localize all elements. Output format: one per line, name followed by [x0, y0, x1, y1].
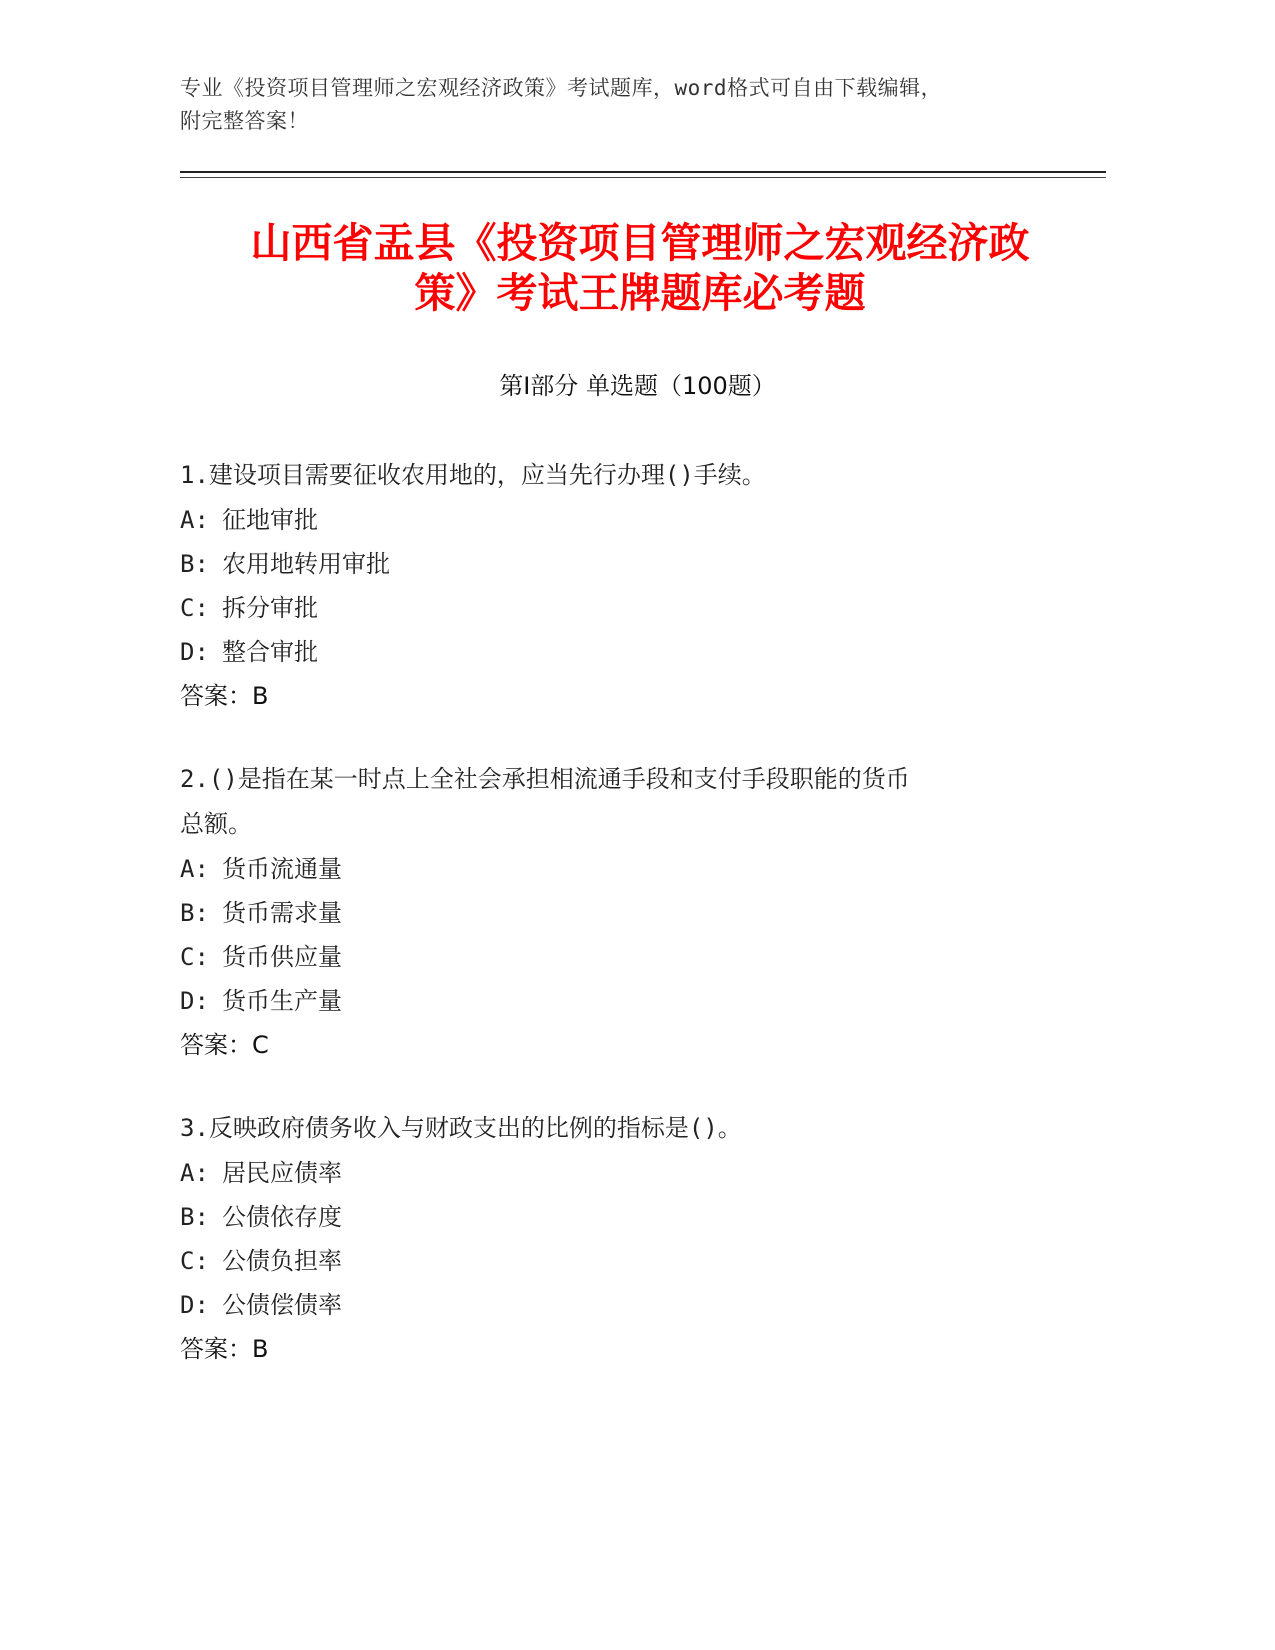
option-text: 货币需求量 — [222, 899, 342, 927]
question-text — [180, 1106, 1080, 1151]
header-note — [180, 72, 1080, 138]
option-letter: A: — [180, 506, 209, 534]
option-a — [180, 1151, 1080, 1195]
question-3 — [180, 1106, 1080, 1371]
option-letter: D: — [180, 1291, 209, 1319]
option-text: 货币流通量 — [222, 855, 342, 883]
option-b — [180, 1195, 1080, 1239]
option-letter: B: — [180, 899, 209, 927]
option-text: 居民应债率 — [222, 1159, 342, 1187]
option-letter: D: — [180, 638, 209, 666]
option-text: 征地审批 — [222, 506, 318, 534]
option-letter: B: — [180, 1203, 209, 1231]
option-c — [180, 1239, 1080, 1283]
option-text: 货币生产量 — [222, 987, 342, 1015]
title-line: 策》考试王牌题库必考题 — [414, 269, 866, 317]
question-text-line: 2.()是指在某一时点上全社会承担相流通手段和支付手段职能的货币 — [180, 765, 910, 793]
title-line: 山西省盂县《投资项目管理师之宏观经济政 — [250, 219, 1030, 267]
option-letter: D: — [180, 987, 209, 1015]
option-letter: B: — [180, 550, 209, 578]
answer: 答案：C — [180, 1031, 269, 1059]
option-text: 公债偿债率 — [222, 1291, 342, 1319]
question-1 — [180, 453, 1080, 718]
option-letter: A: — [180, 855, 209, 883]
option-letter: C: — [180, 594, 209, 622]
question-2 — [180, 757, 1080, 1067]
option-text: 货币供应量 — [222, 943, 342, 971]
question-text-line: 总额。 — [180, 810, 252, 838]
option-c — [180, 935, 1080, 979]
question-text-line: 1.建设项目需要征收农用地的，应当先行办理()手续。 — [180, 461, 766, 489]
option-d — [180, 979, 1080, 1023]
option-text: 农用地转用审批 — [222, 550, 390, 578]
header-note-line: 附完整答案！ — [180, 109, 309, 133]
option-c — [180, 586, 1080, 630]
option-letter: C: — [180, 943, 209, 971]
option-text: 整合审批 — [222, 638, 318, 666]
option-text: 公债负担率 — [222, 1247, 342, 1275]
question-text — [180, 757, 1080, 847]
option-d — [180, 630, 1080, 674]
option-text: 拆分审批 — [222, 594, 318, 622]
question-text — [180, 453, 1080, 498]
answer: 答案：B — [180, 1335, 269, 1363]
option-b — [180, 891, 1080, 935]
header-divider-thick — [180, 171, 1106, 173]
option-text: 公债依存度 — [222, 1203, 342, 1231]
option-letter: C: — [180, 1247, 209, 1275]
option-a — [180, 847, 1080, 891]
option-letter: A: — [180, 1159, 209, 1187]
option-b — [180, 542, 1080, 586]
option-d — [180, 1283, 1080, 1327]
option-a — [180, 498, 1080, 542]
answer: 答案：B — [180, 682, 269, 710]
question-text-line: 3.反映政府债务收入与财政支出的比例的指标是()。 — [180, 1114, 742, 1142]
header-divider-thin — [180, 177, 1106, 178]
section-heading: 第Ⅰ部分 单选题（100题） — [499, 372, 776, 400]
document-title — [140, 218, 1140, 318]
header-note-line: 专业《投资项目管理师之宏观经济政策》考试题库，word格式可自由下载编辑， — [180, 76, 943, 100]
